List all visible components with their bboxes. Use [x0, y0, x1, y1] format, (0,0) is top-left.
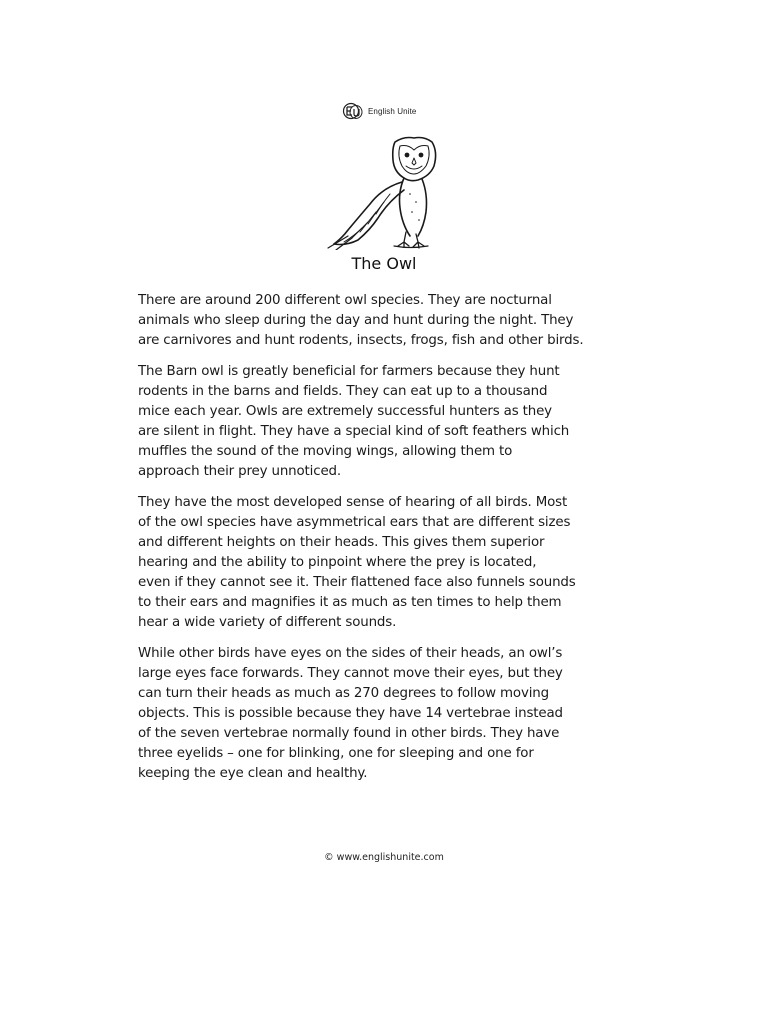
text-line: While other birds have eyes on the sides of their heads, an owl’s [138, 646, 563, 661]
text-line: of the seven vertebrae normally found in other birds. They have [138, 726, 560, 741]
text-line: They have the most developed sense of hearing of all birds. Most [138, 495, 568, 510]
text-line: hearing and the ability to pinpoint where the prey is located, [138, 555, 537, 570]
eu-monogram-icon [342, 102, 364, 120]
paragraph-barn-owl [138, 362, 648, 482]
text-line: muffles the sound of the moving wings, allowing them to [138, 444, 513, 459]
text-line: to their ears and magnifies it as much as ten times to help them [138, 595, 562, 610]
text-line: are carnivores and hunt rodents, insects, frogs, fish and other birds. [138, 333, 584, 348]
text-line: The Barn owl is greatly beneficial for farmers because they hunt [138, 364, 560, 379]
text-line: of the owl species have asymmetrical ears that are different sizes [138, 515, 571, 530]
text-line: even if they cannot see it. Their flattened face also funnels sounds [138, 575, 576, 590]
text-line: animals who sleep during the day and hunt during the night. They [138, 313, 574, 328]
article-body [138, 291, 648, 795]
text-line: mice each year. Owls are extremely successful hunters as they [138, 404, 552, 419]
text-line: are silent in flight. They have a special kind of soft feathers which [138, 424, 570, 439]
text-line: can turn their heads as much as 270 degrees to follow moving [138, 686, 549, 701]
text-line: large eyes face forwards. They cannot move their eyes, but they [138, 666, 563, 681]
text-line: objects. This is possible because they have 14 vertebrae instead [138, 706, 563, 721]
text-line: There are around 200 different owl species. They are nocturnal [138, 293, 552, 308]
paragraph-eyes [138, 644, 648, 784]
paragraph-species [138, 291, 648, 351]
text-line: three eyelids – one for blinking, one for sleeping and one for [138, 746, 534, 761]
text-line: rodents in the barns and fields. They can eat up to a thousand [138, 384, 548, 399]
text-line: hear a wide variety of different sounds. [138, 615, 397, 630]
barn-owl-illustration [318, 132, 442, 250]
paragraph-hearing [138, 493, 648, 633]
text-line: and different heights on their heads. This gives them superior [138, 535, 545, 550]
copyright-footer: © www.englishunite.com [324, 852, 444, 863]
english-unite-logo [342, 102, 416, 120]
text-line: keeping the eye clean and healthy. [138, 766, 368, 781]
page-title: The Owl [351, 254, 417, 273]
logo-text: English Unite [368, 106, 417, 116]
text-line: approach their prey unnoticed. [138, 464, 341, 479]
